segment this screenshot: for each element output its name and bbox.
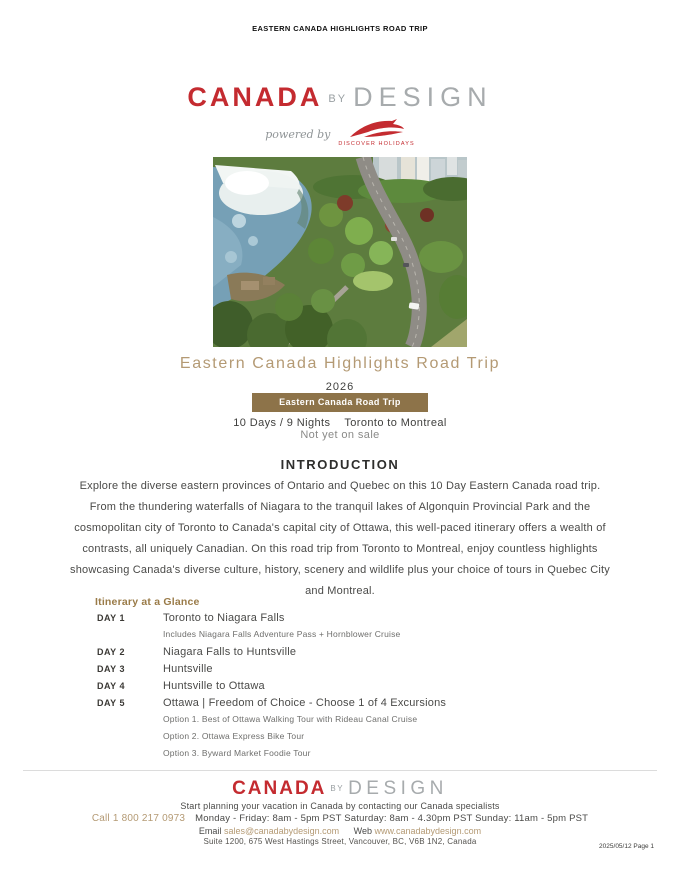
footer-divider	[23, 770, 657, 771]
day-note: Option 2. Ottawa Express Bike Tour	[163, 731, 305, 741]
footer-tagline: Start planning your vacation in Canada by contacting our Canada specialists	[180, 801, 500, 811]
discover-holidays-swoosh-icon	[348, 118, 406, 140]
footer-contact-hours	[0, 813, 680, 824]
introduction-paragraph: Explore the diverse eastern provinces of Ontario and Quebec on this 10 Day Eastern Canada road trip. From the thundering waterfalls of Niagara to the tranquil lakes of Algonquin Provincial Park and the cosmopolitan city of Toronto to Canada's capital city of Ottawa, this well-paced itinerary offers a wealth of contrasts, all uniquely Canadian. On this road trip from Toronto to Montreal, enjoy countless highlights showcasing Canada's diverse culture, history, scenery and wildlife plus your choice of tours in Quebec City and Montreal.	[70, 480, 610, 597]
trip-route: Toronto to Montreal	[344, 417, 447, 429]
footer-hours: Monday - Friday: 8am - 5pm PST Saturday: 8am - 4.30pm PST Sunday: 11am - 5pm PST	[195, 813, 589, 824]
brand-word-canada: CANADA	[187, 82, 323, 112]
document-header-title: EASTERN CANADA HIGHLIGHTS ROAD TRIP	[252, 24, 428, 33]
footer-links	[0, 826, 680, 836]
itinerary-day-row	[97, 696, 577, 710]
trip-sale-status: Not yet on sale	[300, 429, 380, 441]
footer-brand-word-design: DESIGN	[348, 778, 448, 799]
itinerary-day-row	[97, 679, 577, 693]
footer-web-link[interactable]: www.canadabydesign.com	[374, 826, 482, 836]
itinerary-heading: Itinerary at a Glance	[95, 596, 200, 608]
footer-phone[interactable]: Call 1 800 217 0973	[91, 813, 186, 824]
itinerary-day-row	[97, 662, 577, 676]
introduction-heading: INTRODUCTION	[280, 457, 400, 472]
trip-category-badge: Eastern Canada Road Trip	[252, 393, 428, 412]
day-title: Huntsville	[163, 663, 213, 675]
footer-brand-word-canada: CANADA	[232, 778, 327, 799]
footer-brand-word-by: BY	[330, 784, 345, 793]
trip-photo-niagara-aerial	[213, 157, 467, 347]
trip-year: 2026	[325, 381, 355, 393]
footer-email-label: Email	[198, 826, 222, 836]
niagara-falls-aerial-illustration	[213, 157, 467, 347]
discover-holidays-logo	[338, 118, 414, 147]
brand-word-by: BY	[328, 93, 348, 105]
day-title: Niagara Falls to Huntsville	[163, 646, 297, 658]
day-note: Includes Niagara Falls Adventure Pass + Hornblower Cruise	[163, 629, 401, 639]
day-label: DAY 3	[97, 664, 126, 674]
footer-address: Suite 1200, 675 West Hastings Street, Vancouver, BC, V6B 1N2, Canada	[203, 837, 477, 846]
powered-by-label: powered by	[265, 128, 331, 141]
day-title: Ottawa | Freedom of Choice - Choose 1 of 4 Excursions	[163, 697, 447, 709]
day-note: Option 1. Best of Ottawa Walking Tour with Rideau Canal Cruise	[163, 714, 418, 724]
footer-brand-logo	[0, 778, 680, 800]
footer-email-link[interactable]: sales@canadabydesign.com	[223, 826, 340, 836]
trip-title: Eastern Canada Highlights Road Trip	[179, 355, 501, 372]
trip-duration-route	[0, 417, 680, 429]
itinerary-days	[97, 611, 577, 764]
day-note: Option 3. Byward Market Foodie Tour	[163, 748, 311, 758]
discover-holidays-label: DISCOVER HOLIDAYS	[338, 141, 415, 147]
day-label: DAY 5	[97, 698, 126, 708]
day-title: Huntsville to Ottawa	[163, 680, 265, 692]
trip-duration: 10 Days / 9 Nights	[233, 417, 331, 429]
itinerary-day-row	[97, 645, 577, 659]
day-label: DAY 4	[97, 681, 126, 691]
brand-word-design: DESIGN	[353, 82, 493, 112]
day-title: Toronto to Niagara Falls	[163, 612, 285, 624]
day-label: DAY 2	[97, 647, 126, 657]
powered-by-block	[0, 118, 680, 147]
footer-web-label: Web	[353, 826, 372, 836]
page-stamp: 2025/05/12 Page 1	[599, 843, 654, 850]
brand-logo	[0, 82, 680, 113]
day-label: DAY 1	[97, 613, 126, 623]
itinerary-day-row	[97, 611, 577, 625]
